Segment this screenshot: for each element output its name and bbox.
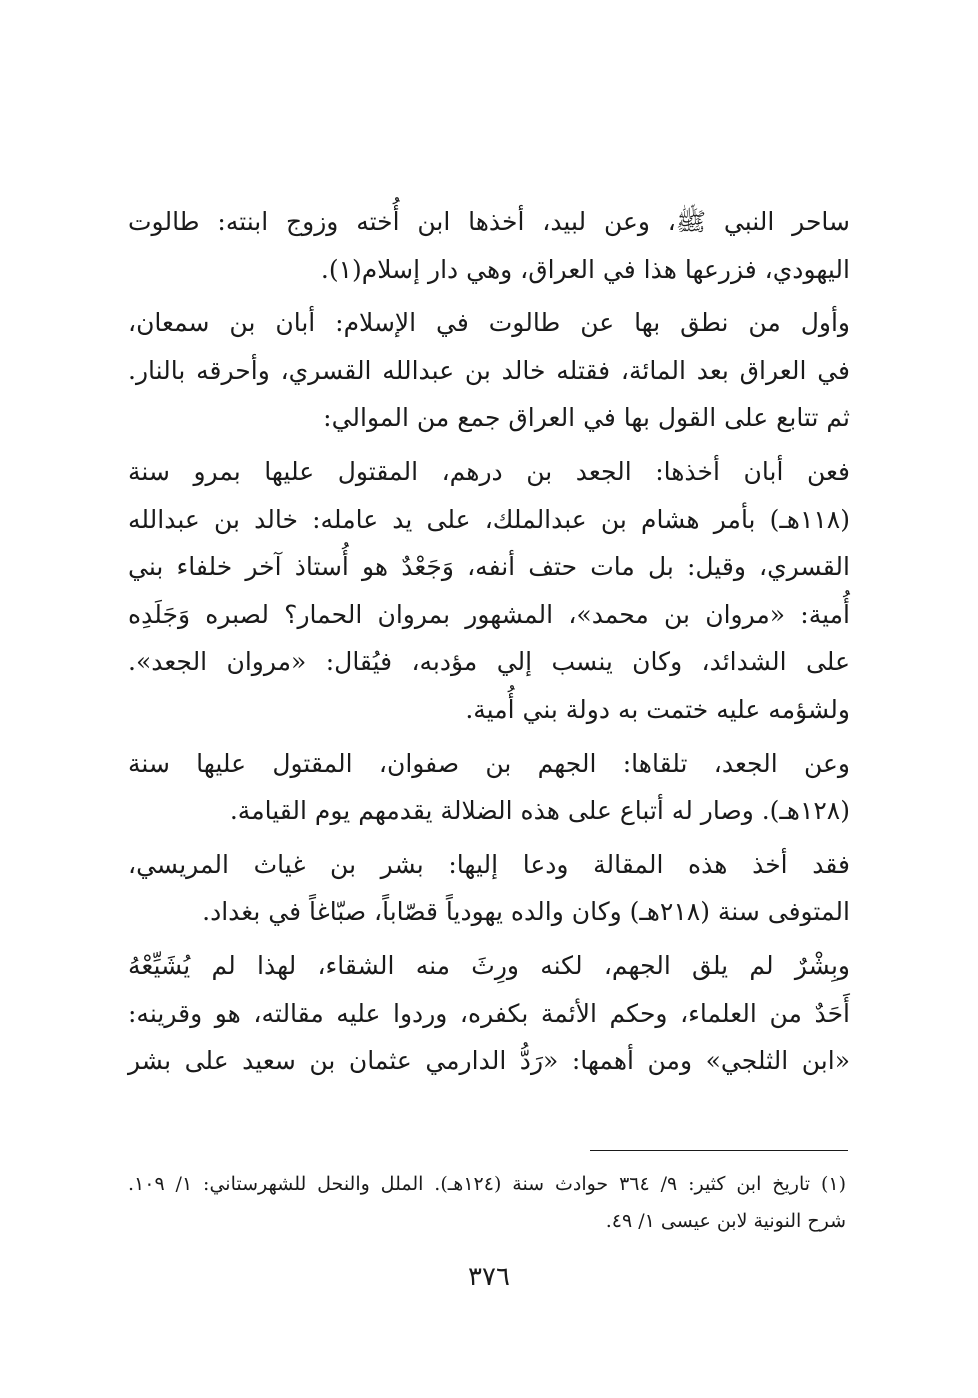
text-line: «ابن الثلجي» ومن أهمها: «رَدُّ الدارمي عثمان بن سعيد على بشر: [128, 1046, 850, 1076]
text-line: وبِشْرٌ لم يلق الجهم، لكنه ورِثَ منه الشقاء، لهذا لم يُشَيِّعْهُ: [128, 950, 850, 980]
footnote-line: شرح النونية لابن عيسى ١/ ٤٩.: [605, 1210, 846, 1232]
footnote-line: (١) تاريخ ابن كثير: ٩/ ٣٦٤ حوادث سنة (١٢٤هـ). الملل والنحل للشهرستاني: ١/ ١٠٩.: [128, 1173, 846, 1195]
text-line: وأول من نطق بها عن طالوت في الإسلام: أبان بن سمعان،: [128, 308, 850, 338]
page-number: ٣٧٦: [468, 1262, 510, 1292]
text-line: ساحر النبي ﷺ، وعن لبيد، أخذها ابن أُخته وزوج ابنته: طالوت: [128, 207, 850, 236]
text-line: على الشدائد، وكان ينسب إلي مؤدبه، فيُقال: «مروان الجعد».: [128, 647, 850, 677]
text-line: في العراق بعد المائة، فقتله خالد بن عبدالله القسري، وأحرقه بالنار.: [128, 355, 850, 385]
main-text: [128, 198, 850, 1085]
text-line: ولشؤمه عليه ختمت به دولة بني أُمية.: [465, 694, 850, 724]
text-line: (١٢٨هـ). وصار له أتباع على هذه الضلالة يقدمهم يوم القيامة.: [229, 796, 850, 826]
text-line: وعن الجعد، تلقاها: الجهم بن صفوان، المقتول عليها سنة: [128, 748, 850, 778]
text-line: فعن أبان أخذها: الجعد بن درهم، المقتول عليها بمرو سنة: [128, 456, 850, 486]
text-line: ثم تتابع على القول بها في العراق جمع من الموالي:: [323, 403, 850, 433]
footnote: [128, 1166, 846, 1240]
footnote-separator: [590, 1150, 848, 1151]
text-line: أَحَدٌ من العلماء، وحكم الأئمة بكفره، وردوا عليه مقالته، هو وقرينه:: [128, 998, 850, 1028]
text-line: (١١٨هـ) بأمر هشام بن عبدالملك، على يد عامله: خالد بن عبدالله: [128, 504, 850, 534]
text-line: المتوفى سنة (٢١٨هـ) وكان والده يهودياً قصّاباً، صبّاغاً في بغداد.: [202, 897, 850, 927]
text-line: اليهودي، فزرعها هذا في العراق، وهي دار إسلام(١).: [320, 254, 850, 284]
text-line: أُمية: «مروان بن محمد»، المشهور بمروان الحمار؟ لصبره وَجَلَدِه: [128, 599, 850, 629]
text-line: القسري، وقيل: بل مات حتف أنفه، وَجَعْدٌ هو أُستاذ آخر خلفاء بني: [128, 552, 850, 582]
text-line: فقد أخذ هذه المقالة ودعا إليها: بشر بن غياث المريسي،: [128, 849, 850, 879]
